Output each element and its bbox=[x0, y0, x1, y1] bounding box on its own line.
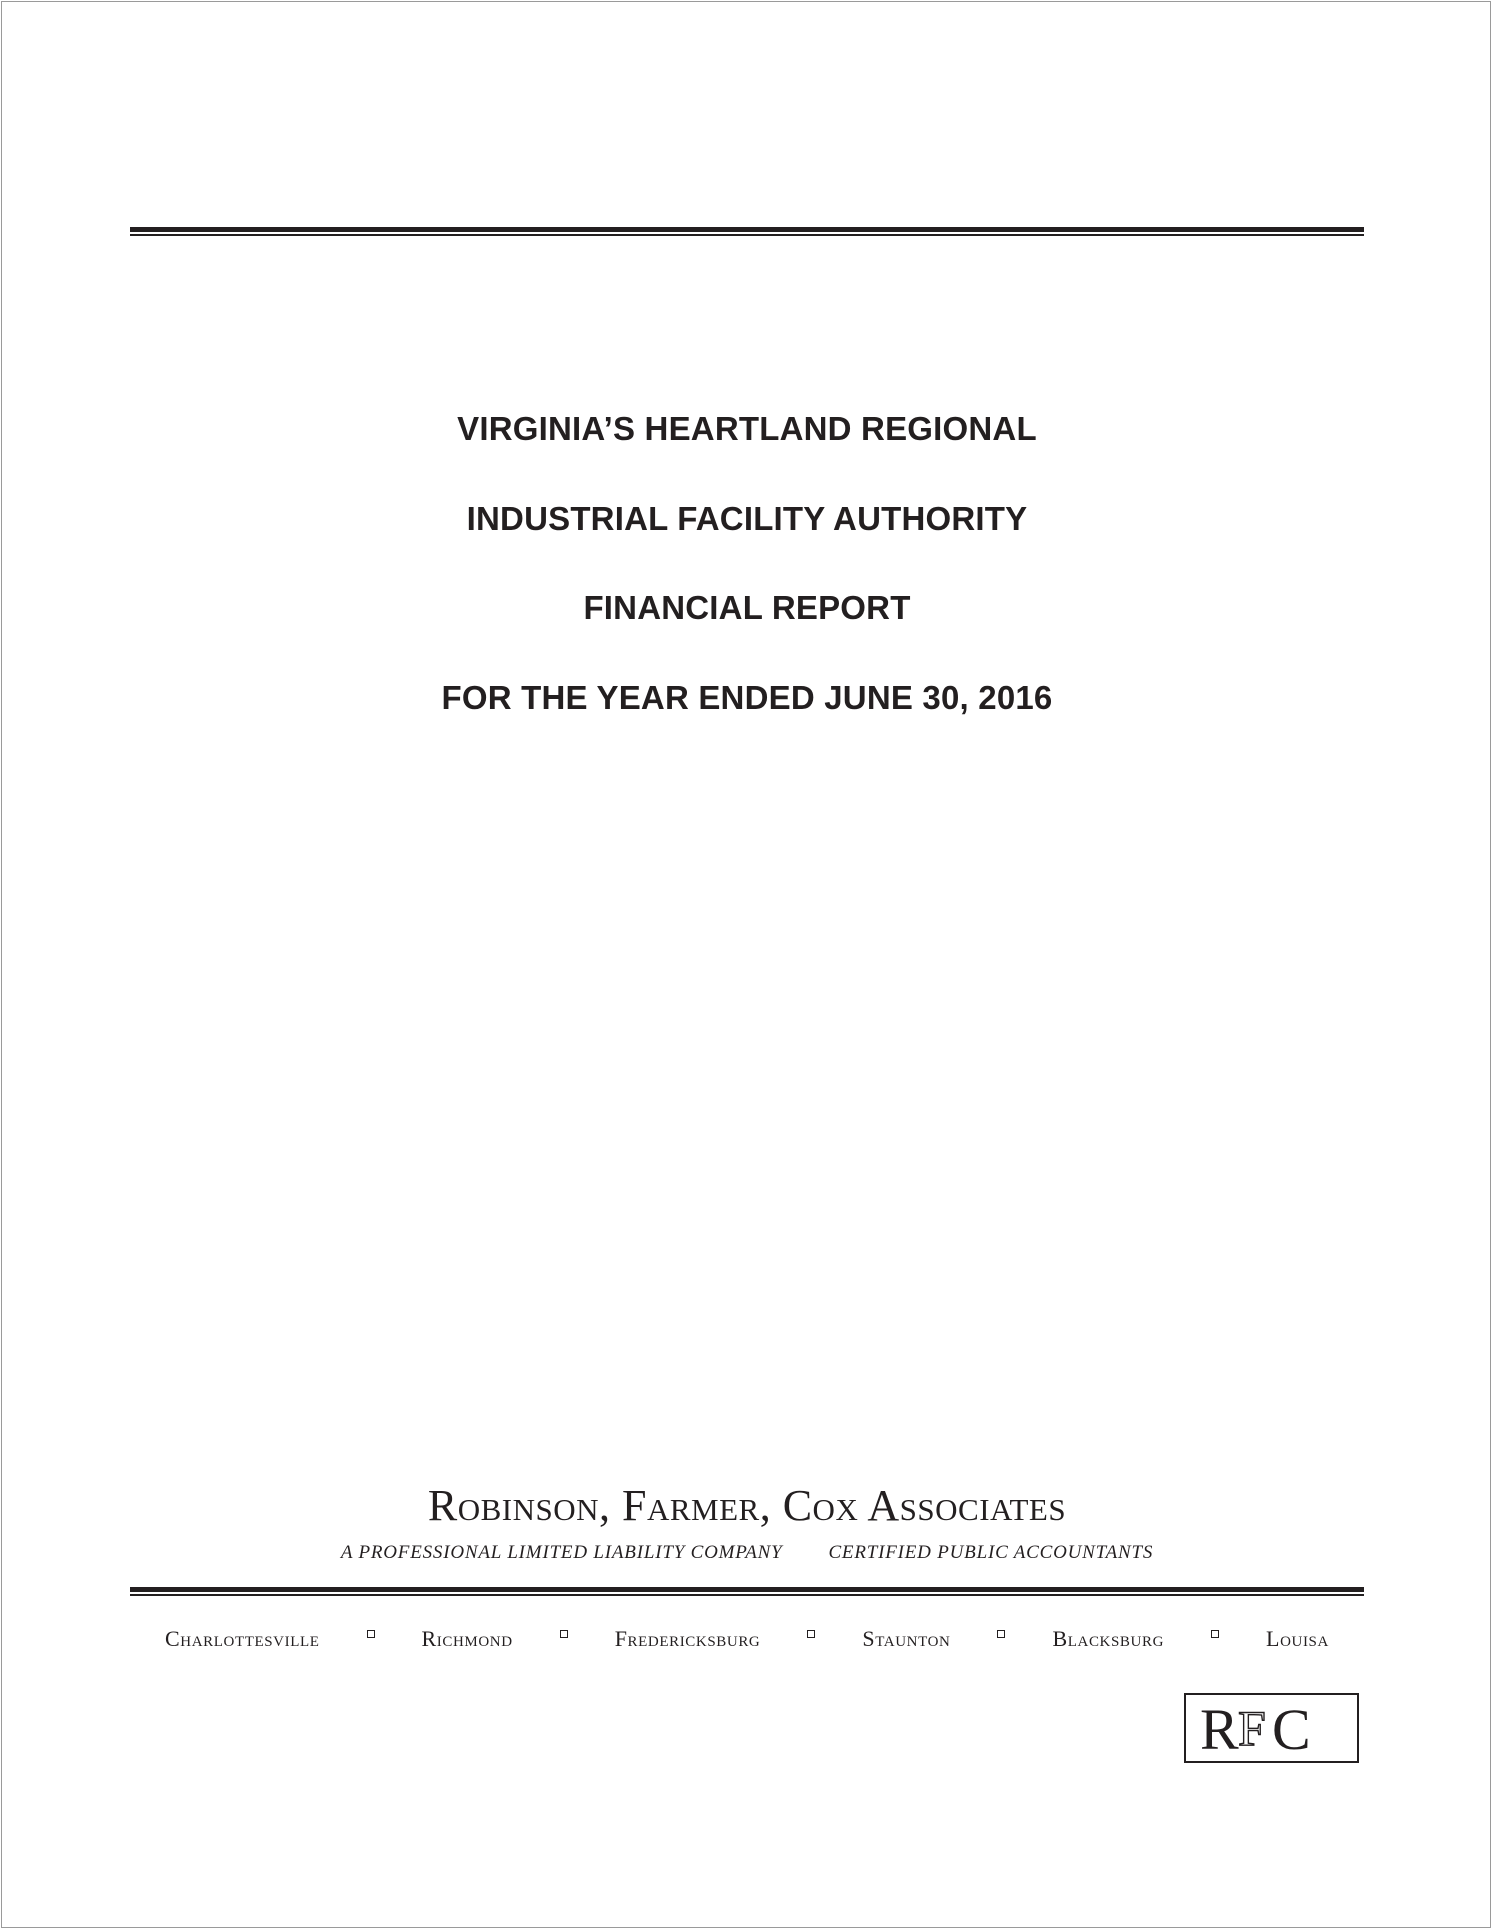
square-separator-icon bbox=[1211, 1630, 1219, 1638]
svg-text:C: C bbox=[1272, 1697, 1311, 1761]
square-separator-icon bbox=[367, 1630, 375, 1638]
title-line-1: VIRGINIA’S HEARTLAND REGIONAL bbox=[457, 410, 1037, 447]
office-locations bbox=[130, 1626, 1364, 1652]
city-richmond: Richmond bbox=[421, 1626, 513, 1651]
svg-text:F: F bbox=[1238, 1700, 1266, 1756]
square-separator-icon bbox=[997, 1630, 1005, 1638]
square-separator-icon bbox=[560, 1630, 568, 1638]
title-line-3: FINANCIAL REPORT bbox=[583, 589, 911, 626]
svg-text:R: R bbox=[1200, 1697, 1239, 1761]
title-line-2: INDUSTRIAL FACILITY AUTHORITY bbox=[466, 500, 1028, 537]
firm-subtitle bbox=[0, 1542, 1494, 1564]
rfc-logo-icon bbox=[1186, 1695, 1357, 1761]
city-blacksburg: Blacksburg bbox=[1052, 1626, 1165, 1651]
bottom-double-rule bbox=[130, 1587, 1364, 1596]
title-line-4: FOR THE YEAR ENDED JUNE 30, 2016 bbox=[441, 679, 1053, 716]
firm-subtitle-right: CERTIFIED PUBLIC ACCOUNTANTS bbox=[828, 1542, 1154, 1563]
city-louisa: Louisa bbox=[1266, 1626, 1329, 1651]
city-charlottesville: Charlottesville bbox=[165, 1626, 320, 1651]
top-double-rule bbox=[130, 227, 1364, 236]
city-fredericksburg: Fredericksburg bbox=[614, 1626, 761, 1651]
firm-subtitle-left: A PROFESSIONAL LIMITED LIABILITY COMPANY bbox=[340, 1542, 783, 1563]
square-separator-icon bbox=[807, 1630, 815, 1638]
city-staunton: Staunton bbox=[862, 1626, 951, 1651]
rfc-logo bbox=[1184, 1693, 1359, 1763]
firm-name: Robinson, Farmer, Cox Associates bbox=[427, 1481, 1067, 1530]
